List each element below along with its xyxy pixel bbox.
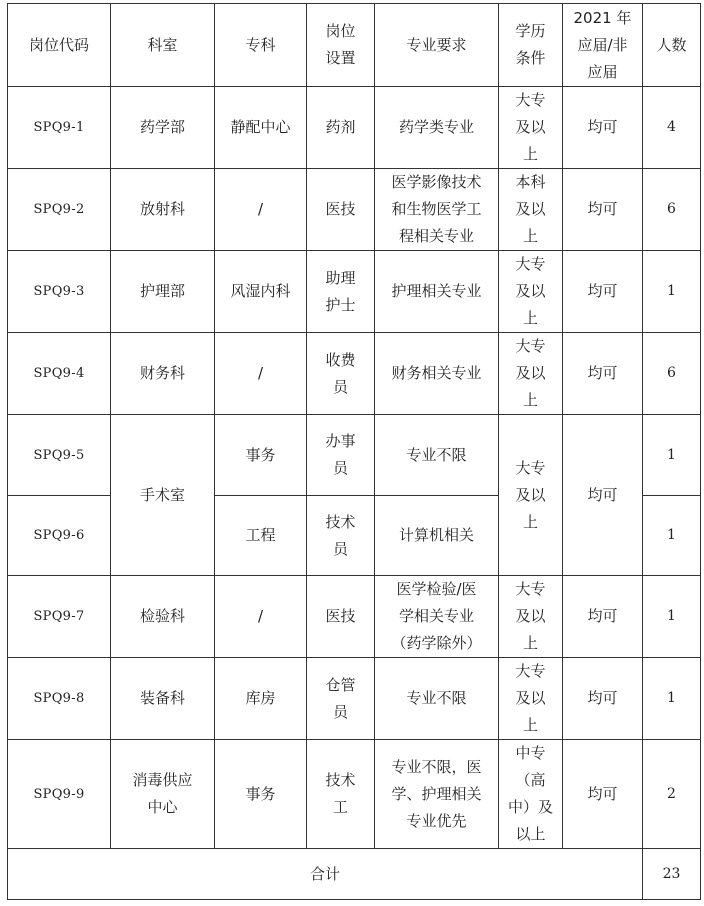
- cell-count: 1: [643, 415, 701, 496]
- cell-count: 6: [643, 169, 701, 251]
- cell-graduate: 均可: [563, 87, 643, 169]
- cell-major: 专业不限: [375, 415, 499, 496]
- cell-count: 1: [643, 251, 701, 333]
- header-education: 学历 条件: [499, 4, 563, 87]
- cell-graduate: 均可: [563, 251, 643, 333]
- cell-position: 药剂: [307, 87, 375, 169]
- cell-position: 仓管 员: [307, 658, 375, 740]
- cell-code: SPQ9-4: [8, 333, 111, 415]
- table-row: [8, 576, 701, 658]
- cell-graduate: 均可: [563, 658, 643, 740]
- cell-dept: 护理部: [111, 251, 215, 333]
- header-dept: 科室: [111, 4, 215, 87]
- cell-specialty: 工程: [215, 496, 307, 576]
- cell-code: SPQ9-7: [8, 576, 111, 658]
- cell-count: 6: [643, 333, 701, 415]
- cell-position: 办事 员: [307, 415, 375, 496]
- recruitment-table: [7, 3, 701, 900]
- total-label: 合计: [8, 849, 643, 900]
- cell-major: 专业不限，医 学、护理相关 专业优先: [375, 740, 499, 849]
- cell-education-merged: 大专 及以 上: [499, 415, 563, 576]
- cell-dept-merged: 手术室: [111, 415, 215, 576]
- cell-count: 1: [643, 576, 701, 658]
- cell-major: 专业不限: [375, 658, 499, 740]
- table-row: [8, 87, 701, 169]
- table-row: [8, 169, 701, 251]
- cell-graduate-merged: 均可: [563, 415, 643, 576]
- table-row: [8, 658, 701, 740]
- cell-major: 医学检验/医 学相关专业 （药学除外）: [375, 576, 499, 658]
- cell-count: 4: [643, 87, 701, 169]
- cell-dept: 检验科: [111, 576, 215, 658]
- cell-code: SPQ9-9: [8, 740, 111, 849]
- cell-specialty: 库房: [215, 658, 307, 740]
- cell-code: SPQ9-3: [8, 251, 111, 333]
- total-row: [8, 849, 701, 900]
- cell-graduate: 均可: [563, 333, 643, 415]
- header-row: [8, 4, 701, 87]
- cell-major: 计算机相关: [375, 496, 499, 576]
- table-row: [8, 333, 701, 415]
- cell-dept: 财务科: [111, 333, 215, 415]
- cell-position: 医技: [307, 576, 375, 658]
- cell-specialty: /: [215, 169, 307, 251]
- cell-position: 助理 护士: [307, 251, 375, 333]
- cell-code: SPQ9-5: [8, 415, 111, 496]
- cell-education: 大专 及以 上: [499, 251, 563, 333]
- cell-education: 大专 及以 上: [499, 87, 563, 169]
- cell-code: SPQ9-2: [8, 169, 111, 251]
- header-specialty: 专科: [215, 4, 307, 87]
- cell-count: 2: [643, 740, 701, 849]
- cell-specialty: 事务: [215, 740, 307, 849]
- cell-major: 医学影像技术 和生物医学工 程相关专业: [375, 169, 499, 251]
- total-count: 23: [643, 849, 701, 900]
- cell-education: 中专 （高 中）及 以上: [499, 740, 563, 849]
- cell-education: 大专 及以 上: [499, 333, 563, 415]
- cell-position: 医技: [307, 169, 375, 251]
- cell-education: 大专 及以 上: [499, 576, 563, 658]
- cell-specialty: 风湿内科: [215, 251, 307, 333]
- cell-education: 本科 及以 上: [499, 169, 563, 251]
- cell-graduate: 均可: [563, 169, 643, 251]
- header-graduate: 2021 年 应届/非 应届: [563, 4, 643, 87]
- cell-specialty: 事务: [215, 415, 307, 496]
- cell-major: 药学类专业: [375, 87, 499, 169]
- header-position: 岗位 设置: [307, 4, 375, 87]
- cell-specialty: /: [215, 576, 307, 658]
- cell-dept: 放射科: [111, 169, 215, 251]
- header-code: 岗位代码: [8, 4, 111, 87]
- cell-major: 护理相关专业: [375, 251, 499, 333]
- cell-position: 技术 工: [307, 740, 375, 849]
- cell-graduate: 均可: [563, 576, 643, 658]
- cell-specialty: 静配中心: [215, 87, 307, 169]
- cell-count: 1: [643, 496, 701, 576]
- table-row: [8, 415, 701, 496]
- table-row: [8, 251, 701, 333]
- cell-code: SPQ9-8: [8, 658, 111, 740]
- cell-code: SPQ9-6: [8, 496, 111, 576]
- table-row: [8, 740, 701, 849]
- cell-dept: 药学部: [111, 87, 215, 169]
- cell-position: 收费 员: [307, 333, 375, 415]
- cell-education: 大专 及以 上: [499, 658, 563, 740]
- cell-code: SPQ9-1: [8, 87, 111, 169]
- cell-specialty: /: [215, 333, 307, 415]
- cell-position: 技术 员: [307, 496, 375, 576]
- cell-count: 1: [643, 658, 701, 740]
- cell-major: 财务相关专业: [375, 333, 499, 415]
- header-major: 专业要求: [375, 4, 499, 87]
- cell-graduate: 均可: [563, 740, 643, 849]
- cell-dept: 消毒供应 中心: [111, 740, 215, 849]
- cell-dept: 装备科: [111, 658, 215, 740]
- header-count: 人数: [643, 4, 701, 87]
